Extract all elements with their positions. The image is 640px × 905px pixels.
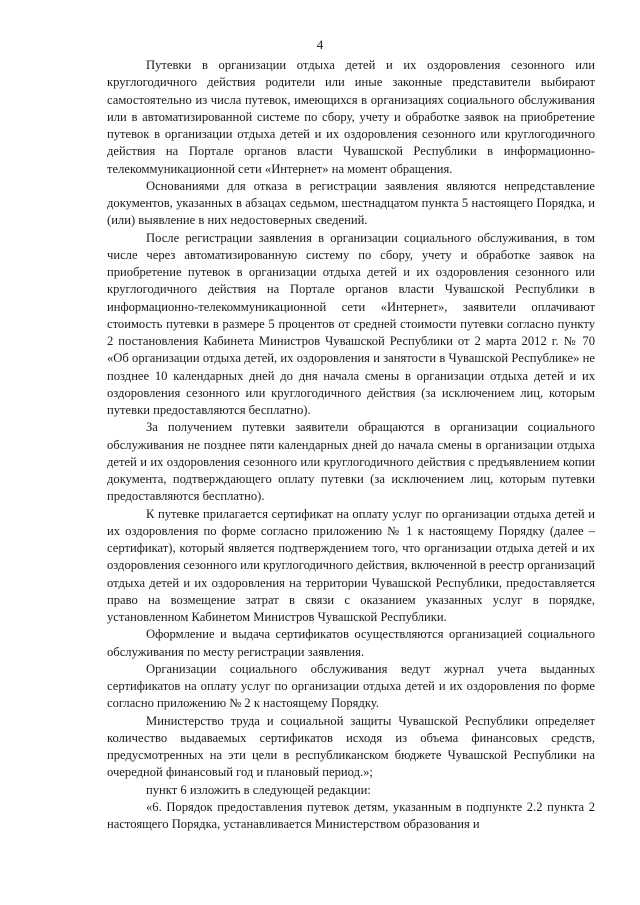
paragraph-item6-text: «6. Порядок предоставления путевок детям, указанным в подпункте 2.2 пункта 2 настоящего Порядка, устанавливается Министерством образования и [107, 799, 595, 831]
paragraph-certificate-journal: Организации социального обслуживания ведут журнал учета выданных сертификатов на оплату услуг по организации отдыха детей и их оздоровления по форме согласно приложению № 2 к настоящему Порядку. [107, 661, 595, 711]
paragraph-voucher-pickup: За получением путевки заявители обращаются в организации социального обслуживания не позднее пяти календарных дней до начала смены в организации отдыха детей и их оздоровления сезонного или круглогодичного действия с предъявлением копии документа, подтверждающего оплату путевки (за исключением лиц, которым путевки предоставляются бесплатно). [107, 420, 595, 504]
document-body [107, 57, 595, 833]
paragraph-refusal-grounds: Основаниями для отказа в регистрации заявления являются непредставление документов, указанных в абзацах седьмом, шестнадцатом пункта 5 настоящего Порядка, и (или) выявление в них недостоверных сведений. [107, 178, 595, 228]
paragraph-vouchers-choice: Путевки в организации отдыха детей и их оздоровления сезонного или круглогодичного действия родители или иные законные представители выбирают самостоятельно из числа путевок, имеющихся в организациях социального обслуживания или в автоматизированной системе по сбору, учету и обработке заявок на приобретение путевок в организации отдыха детей и их оздоровления сезонного или круглогодичного действия на Портале органов власти Чувашской Республики в информационно-телекоммуникационной сети «Интернет» на момент обращения. [107, 58, 595, 176]
paragraph-ministry-quantity: Министерство труда и социальной защиты Чувашской Республики определяет количество выдаваемых сертификатов исходя из объема финансовых средств, предусмотренных на эти цели в республиканском бюджете Чувашской Республики на очередной финансовый год и плановый период.»; [107, 713, 595, 780]
page-number: 4 [316, 37, 324, 52]
paragraph-certificate-issuance: Оформление и выдача сертификатов осуществляются организацией социального обслуживания по месту регистрации заявления. [107, 627, 595, 659]
paragraph-item6-intro: пункт 6 изложить в следующей редакции: [146, 782, 371, 797]
paragraph-certificate: К путевке прилагается сертификат на оплату услуг по организации отдыха детей и их оздоровления по форме согласно приложению № 1 к настоящему Порядку (далее – сертификат), который является подтверждением того, что организации отдыха детей и их оздоровления сезонного или круглогодичного действия, включенной в реестр организаций отдыха детей и их оздоровления на территории Чувашской Республики, предоставляется право на возмещение затрат в связи с оказанием указанных услуг в порядке, установленном Кабинетом Министров Чувашской Республики. [107, 506, 596, 624]
paragraph-payment: После регистрации заявления в организации социального обслуживания, в том числе через автоматизированную систему по сбору, учету и обработке заявок на приобретение путевок в организации отдыха детей и их оздоровления сезонного или круглогодичного действия на Портале органов власти Чувашской Республики в информационно-телекоммуникационной сети «Интернет», заявители оплачивают стоимость путевки в размере 5 процентов от средней стоимости путевки согласно пункту 2 постановления Кабинета Министров Чувашской Республики от 2 марта 2012 г. № 70 «Об организации отдыха детей, их оздоровления и занятости в Чувашской Республике» не позднее 10 календарных дней до дня начала смены в организации отдыха детей и их оздоровления сезонного или круглогодичного действия (за исключением лиц, которым путевки предоставляются бесплатно). [107, 230, 595, 417]
